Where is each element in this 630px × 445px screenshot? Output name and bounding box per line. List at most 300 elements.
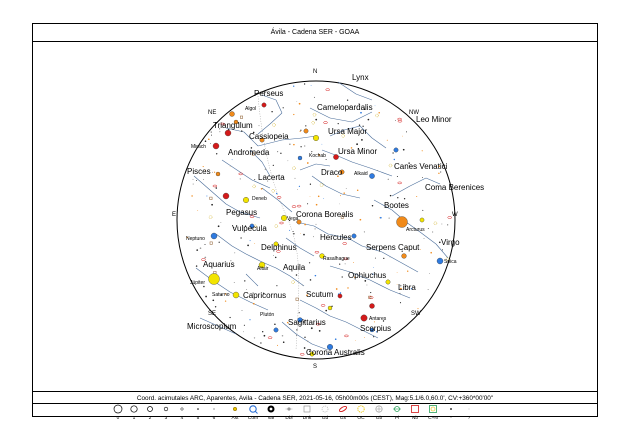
coordinates-caption: Coord. acimutales ARC, Aparentes, Avila - Cadena SER, 2021-05-16, 05h00m00s (CEST), Mag:5.1/6.0,60.0', CV:+360*00'00": [32, 391, 598, 404]
star: [197, 210, 198, 211]
star: [318, 196, 320, 198]
bright-star: [437, 258, 443, 264]
bright-star: [394, 148, 398, 152]
constellation-line: [232, 246, 246, 254]
deep-sky-object: [344, 335, 348, 337]
constellation-line: [330, 316, 346, 322]
star: [388, 179, 389, 180]
constellation-line: [290, 276, 304, 286]
constellation-line: [246, 254, 262, 262]
star: [276, 193, 277, 194]
star: [216, 153, 217, 154]
constellation-line: [326, 186, 342, 194]
constellation-line: [330, 266, 350, 272]
constellation-line: [250, 302, 268, 310]
star: [356, 143, 358, 145]
star: [296, 329, 297, 330]
star: [323, 198, 324, 199]
deep-sky-object: [280, 222, 284, 224]
deep-sky-object: [300, 353, 304, 355]
const-camelopardalis: Camelopardalis: [317, 103, 373, 112]
constellation-line: [316, 164, 330, 166]
constellation-line: [246, 274, 258, 286]
star: [416, 196, 417, 197]
deep-sky-object: [321, 304, 325, 306]
legend-mag-1: 1: [122, 404, 146, 423]
star: [355, 340, 356, 341]
star-arcturus: Arcturus: [406, 227, 425, 233]
const-pisces: Pisces: [187, 167, 211, 176]
bright-star: [328, 306, 332, 310]
bright-star: [281, 215, 287, 221]
const-corona-australis: Corona Australis: [306, 348, 365, 357]
bright-star: [213, 143, 219, 149]
star: [397, 197, 398, 198]
star-altair: Altair: [257, 266, 269, 272]
star: [305, 125, 306, 126]
star: [254, 243, 255, 244]
legend-mag-3: 3: [154, 404, 178, 423]
star: [225, 300, 226, 301]
deep-sky-object: [324, 122, 328, 124]
star: [307, 341, 308, 342]
star: [218, 225, 220, 227]
star-rasalhague: Rasalhague: [323, 256, 350, 262]
bright-star: [298, 156, 302, 160]
star: [314, 228, 315, 229]
star: [299, 312, 300, 313]
star: [347, 287, 348, 288]
star: [368, 119, 370, 121]
legend-unknown: ?: [457, 404, 481, 423]
constellation-line: [352, 162, 370, 168]
const-canes-venatici: Canes Venatici: [394, 162, 448, 171]
legend-mag-6: 6: [202, 404, 226, 423]
const-virgo: Virgo: [441, 238, 460, 247]
star: [289, 230, 290, 231]
star: [390, 195, 392, 197]
star: [296, 274, 298, 276]
star-deneb: Deneb: [252, 196, 267, 202]
star: [429, 273, 430, 274]
bright-star: [397, 217, 408, 228]
bright-star: [402, 254, 407, 259]
star: [296, 335, 297, 336]
legend-mag-0: 0: [106, 404, 130, 423]
const-andromeda: Andromeda: [228, 148, 270, 157]
bright-star: [369, 173, 374, 178]
star: [300, 131, 301, 132]
deep-sky-object: [210, 197, 212, 199]
legend-gb: Gb: [367, 404, 391, 423]
star: [254, 337, 255, 338]
legend-com: Com: [241, 404, 265, 423]
deep-sky-object: [315, 251, 319, 253]
star: [300, 130, 301, 131]
star: [283, 341, 285, 343]
star: [205, 296, 207, 298]
star: [438, 173, 439, 174]
cardinal-sw: SW: [411, 311, 421, 317]
star-kochab: Kochab: [309, 153, 326, 159]
star: [211, 204, 213, 206]
star: [360, 219, 362, 221]
star: [274, 323, 276, 325]
constellation-line: [300, 164, 316, 170]
deep-sky-object: [313, 113, 316, 116]
star-vega: Vega: [287, 216, 299, 222]
star: [206, 196, 207, 197]
star: [364, 280, 366, 282]
star: [240, 237, 241, 238]
constellation-line: [330, 118, 352, 122]
star: [232, 159, 233, 160]
deep-sky-object: [272, 189, 275, 192]
constellation-line: [194, 176, 210, 190]
deep-sky-object: [312, 121, 315, 124]
const-vulpecula: Vulpecula: [232, 224, 267, 233]
star: [403, 149, 405, 151]
bright-star: [370, 304, 375, 309]
star: [417, 308, 418, 309]
star: [342, 276, 343, 277]
const-capricornus: Capricornus: [243, 291, 287, 300]
deep-sky-object: [320, 184, 323, 187]
const-scutum: Scutum: [306, 290, 334, 299]
star: [370, 292, 371, 293]
cardinal-nw: NW: [409, 110, 419, 116]
constellation-line: [352, 112, 372, 122]
constellation-line: [270, 113, 282, 124]
constellation-line: [276, 100, 282, 113]
bright-star: [209, 274, 220, 285]
star: [302, 285, 303, 286]
star: [310, 196, 311, 197]
star: [246, 289, 247, 290]
deep-sky-object: [292, 206, 296, 208]
star: [326, 159, 327, 160]
const-draco: Draco: [321, 168, 343, 177]
star: [307, 162, 309, 164]
constellation-line: [222, 160, 240, 172]
const-cassiopeia: Cassiopeia: [249, 132, 289, 141]
star: [366, 285, 367, 286]
constellation-line: [420, 232, 436, 244]
star: [373, 267, 374, 268]
legend-mag-5: 5: [186, 404, 210, 423]
const-microscopium: Microscopium: [187, 322, 237, 331]
const-perseus: Perseus: [254, 89, 284, 98]
star: [422, 210, 423, 211]
star: [335, 338, 337, 340]
star: [375, 258, 376, 259]
bright-star: [361, 315, 367, 321]
deep-sky-object: [292, 167, 295, 170]
star: [277, 151, 278, 152]
constellation-line: [312, 176, 326, 186]
star: [375, 105, 376, 106]
deep-sky-object: [398, 182, 402, 184]
star: [400, 293, 401, 294]
deep-sky-object: [277, 196, 281, 198]
const-lacerta: Lacerta: [258, 173, 285, 182]
deep-sky-object: [326, 89, 330, 91]
star: [325, 310, 327, 312]
star: [254, 179, 255, 180]
star: [315, 119, 317, 121]
star: [361, 139, 363, 141]
star: [196, 180, 197, 181]
const-leo-minor: Leo Minor: [416, 115, 452, 124]
star: [339, 264, 340, 265]
star: [275, 257, 277, 259]
star: [359, 124, 360, 125]
star: [208, 139, 210, 141]
legend-cn: C+N: [421, 404, 445, 423]
deep-sky-object: [272, 123, 275, 126]
star: [442, 224, 443, 225]
star: [319, 330, 321, 332]
const-pegasus: Pegasus: [226, 208, 258, 217]
star: [277, 345, 278, 346]
bright-star: [225, 130, 231, 136]
star: [192, 179, 193, 180]
star-spica: Spica: [444, 259, 457, 265]
star: [392, 152, 393, 153]
star: [250, 240, 251, 241]
constellation-line: [338, 156, 352, 162]
star: [221, 222, 222, 223]
star: [244, 280, 245, 281]
star: [211, 132, 212, 133]
star: [212, 299, 214, 301]
star: [364, 231, 365, 232]
planet-jupiter: Júpiter: [190, 280, 206, 286]
bright-star: [420, 218, 424, 222]
star-alkaid: Alkaid: [354, 171, 368, 177]
star-antares: Antares: [369, 316, 387, 322]
constellation-line: [338, 82, 356, 94]
star: [345, 264, 346, 265]
const-ursa-minor: Ursa Minor: [338, 147, 378, 156]
constellation-line: [342, 194, 360, 198]
const-scorpius: Scorpius: [360, 324, 392, 333]
star: [402, 136, 403, 137]
star: [303, 234, 305, 236]
constellation-line: [382, 252, 400, 262]
bright-star: [262, 103, 266, 107]
deep-sky-object: [375, 114, 378, 117]
star: [372, 205, 373, 206]
star-mirach: Mirach: [191, 144, 207, 150]
star: [442, 249, 443, 250]
star: [338, 123, 339, 124]
star: [214, 172, 215, 173]
star: [304, 337, 305, 338]
constellation-line: [278, 200, 292, 212]
const-aquarius: Aquarius: [203, 260, 235, 269]
planet-saturno: Saturno: [212, 292, 230, 298]
star: [299, 103, 301, 105]
star: [260, 342, 261, 343]
deep-sky-object: [398, 118, 402, 120]
star: [299, 186, 300, 187]
star: [395, 120, 396, 121]
star: [422, 150, 423, 151]
bright-star: [313, 135, 319, 141]
bright-star: [223, 193, 229, 199]
star: [339, 204, 340, 205]
star: [347, 100, 348, 101]
const-lynx: Lynx: [352, 73, 369, 82]
star: [353, 262, 354, 263]
star: [244, 325, 245, 326]
star: [219, 131, 220, 132]
deep-sky-object: [343, 243, 347, 245]
star: [300, 233, 301, 234]
star: [387, 140, 388, 141]
deep-sky-object: [253, 185, 256, 188]
star: [400, 302, 401, 303]
star: [289, 144, 290, 145]
star: [293, 233, 294, 234]
star: [420, 249, 421, 250]
star: [364, 337, 365, 338]
star: [191, 195, 192, 196]
star: [196, 265, 197, 266]
bright-star: [274, 328, 278, 332]
star: [288, 161, 289, 162]
star-algol: Algol: [245, 106, 257, 112]
deep-sky-object: [434, 222, 437, 225]
star: [307, 203, 308, 204]
star: [203, 179, 204, 180]
constellation-line: [356, 94, 372, 100]
star: [428, 228, 429, 229]
star: [205, 140, 207, 142]
star: [249, 319, 250, 320]
star: [242, 310, 243, 311]
cardinal-w: W: [452, 212, 458, 218]
star: [200, 247, 202, 249]
star: [293, 144, 295, 146]
bright-star: [216, 172, 220, 176]
star: [430, 252, 432, 254]
star: [241, 130, 242, 131]
star: [346, 188, 347, 189]
star: [343, 192, 345, 194]
star: [309, 262, 310, 263]
star: [273, 255, 274, 256]
star: [219, 242, 220, 243]
deep-sky-object: [398, 120, 402, 122]
constellation-line: [392, 186, 410, 196]
cardinal-s: S: [313, 364, 318, 370]
star: [304, 224, 306, 226]
star: [336, 288, 338, 290]
cardinal-n: N: [313, 69, 318, 75]
star: [397, 272, 398, 273]
const-triangulum: Triangulum: [213, 121, 253, 130]
deep-sky-object: [389, 164, 392, 167]
deep-sky-object: [268, 337, 272, 339]
star: [377, 170, 378, 171]
legend-ast: Ast: [223, 404, 247, 423]
star: [229, 317, 230, 318]
star: [380, 217, 382, 219]
star: [300, 146, 301, 147]
bright-star: [233, 292, 239, 298]
star: [253, 303, 255, 305]
deep-sky-object: [297, 205, 301, 207]
star: [297, 189, 298, 190]
star: [215, 306, 216, 307]
star: [234, 282, 235, 283]
star: [404, 198, 405, 199]
cardinal-se: SE: [208, 311, 217, 317]
constellation-line: [300, 300, 316, 308]
star: [240, 178, 241, 179]
star: [204, 257, 206, 259]
legend-nb: Nb: [403, 404, 427, 423]
star: [193, 184, 194, 185]
const-serpens-caput: Serpens Caput: [366, 243, 420, 252]
bright-star: [304, 129, 308, 133]
star: [378, 112, 380, 114]
legend-gd: Gd: [313, 404, 337, 423]
deep-sky-object: [209, 216, 212, 219]
star: [373, 336, 374, 337]
star: [304, 146, 305, 147]
constellation-line: [400, 262, 418, 272]
star: [422, 177, 423, 178]
const-aquila: Aquila: [283, 263, 306, 272]
star: [304, 83, 305, 84]
star: [212, 172, 213, 173]
bright-star: [352, 234, 356, 238]
star: [314, 97, 315, 98]
const-sagittarius: Sagittarius: [288, 318, 326, 327]
legend-star: *: [439, 404, 463, 423]
const-ursa-major: Ursa Major: [328, 127, 368, 136]
star: [262, 331, 263, 332]
bright-star: [211, 233, 217, 239]
deep-sky-object: [275, 225, 278, 228]
star: [394, 159, 395, 160]
star: [389, 218, 390, 219]
star: [383, 258, 384, 259]
star: [276, 285, 277, 286]
star: [271, 111, 272, 112]
star: [293, 86, 294, 87]
legend-mag-4: 4: [170, 404, 194, 423]
star: [340, 292, 341, 293]
const-coma-berenices: Coma Berenices: [425, 183, 485, 192]
star: [310, 184, 311, 185]
legend-var: Var: [259, 404, 283, 423]
star: [428, 289, 429, 290]
constellation-line: [216, 234, 232, 246]
star: [259, 125, 260, 126]
const-libra: Libra: [398, 283, 416, 292]
star: [313, 236, 314, 237]
constellation-line: [316, 308, 330, 316]
star: [357, 189, 359, 191]
const-delphinus: Delphinus: [261, 243, 297, 252]
star: [247, 245, 249, 247]
legend-mag-2: 2: [138, 404, 162, 423]
star: [264, 335, 266, 337]
